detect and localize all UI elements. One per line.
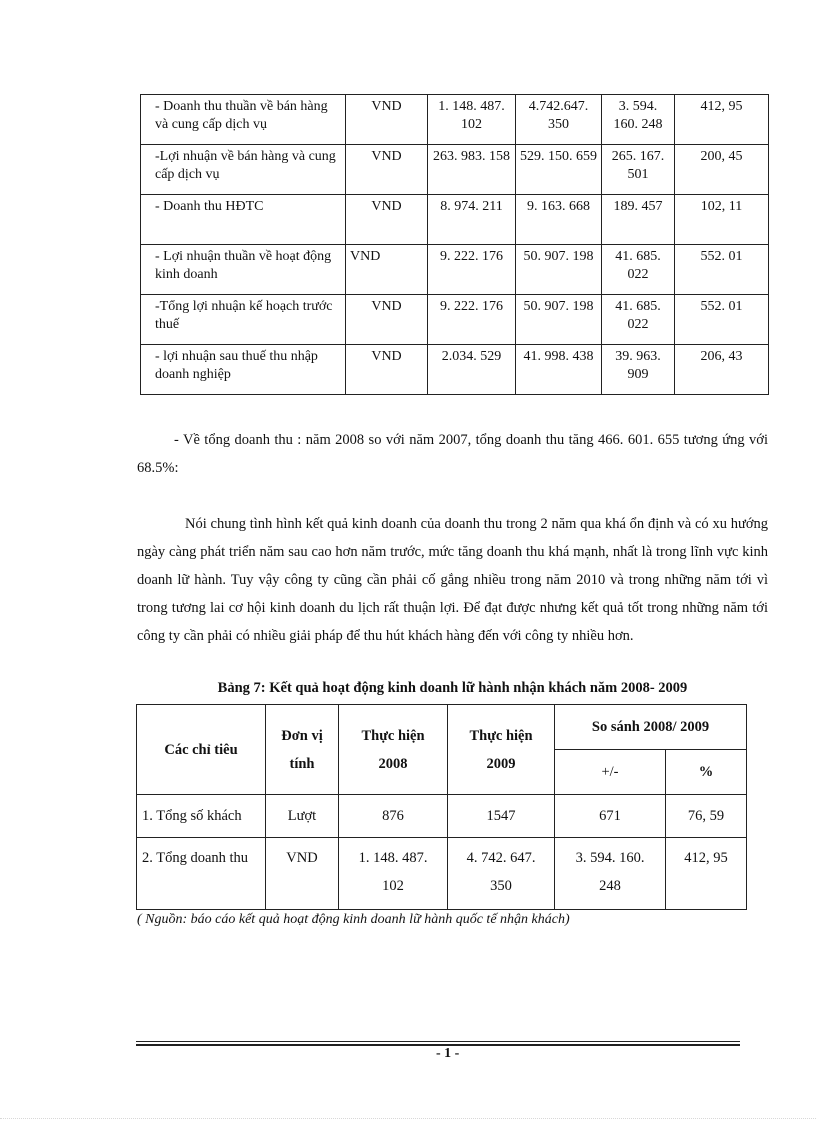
- row-2009: 50. 907. 198: [516, 295, 602, 345]
- row-label: - lợi nhuận sau thuế thu nhập doanh nghiệp: [141, 345, 346, 395]
- row-diff: 3. 594. 160. 248: [555, 838, 666, 910]
- row-pct: 552. 01: [675, 295, 769, 345]
- row-2009: 41. 998. 438: [516, 345, 602, 395]
- row-unit: VND: [346, 245, 428, 295]
- row-2008: 1. 148. 487. 102: [339, 838, 448, 910]
- row-pct: 206, 43: [675, 345, 769, 395]
- row-2008: 263. 983. 158: [428, 145, 516, 195]
- table-row: [141, 295, 769, 345]
- row-unit: Lượt: [266, 795, 339, 838]
- row-2008: 9. 222. 176: [428, 295, 516, 345]
- table-row: [137, 795, 747, 838]
- summary-paragraph: Nói chung tình hình kết quả kinh doanh của doanh thu trong 2 năm qua khá ổn định và có xu hướng ngày càng phát triển năm sau cao hơn năm trước, mức tăng doanh thu khá mạnh, nhất là trong lĩnh vực kinh doanh lữ hành. Tuy vậy công ty cũng cần phải cố gắng nhiều trong năm 2010 và trong những năm tới vì trong tương lai cơ hội kinh doanh du lịch rất thuận lợi. Để đạt được nhưng kết quả tốt trong những năm tới công ty cần phải có nhiều giải pháp để thu hút khách hàng đến với công ty nhiều hơn.: [137, 516, 768, 644]
- table-row: [141, 145, 769, 195]
- row-pct: 412, 95: [666, 838, 747, 910]
- table-row: [137, 838, 747, 910]
- row-unit: VND: [266, 838, 339, 910]
- header-unit: Đơn vị tính: [266, 705, 339, 795]
- table-row: [141, 95, 769, 145]
- page-edge-divider: [0, 1118, 816, 1119]
- row-label: - Lợi nhuận thuần về hoạt động kinh doanh: [141, 245, 346, 295]
- row-label: - Doanh thu thuần về bán hàng và cung cấp dịch vụ: [141, 95, 346, 145]
- table-row: [141, 345, 769, 395]
- row-2008: 1. 148. 487. 102: [428, 95, 516, 145]
- table-header-row: [137, 705, 747, 750]
- header-criteria: Các chỉ tiêu: [137, 705, 266, 795]
- page-number: - 1 -: [436, 1046, 460, 1061]
- header-2008: Thực hiện 2008: [339, 705, 448, 795]
- row-diff: 189. 457: [602, 195, 675, 245]
- row-2009: 50. 907. 198: [516, 245, 602, 295]
- row-pct: 412, 95: [675, 95, 769, 145]
- row-unit: VND: [346, 95, 428, 145]
- row-unit: VND: [346, 345, 428, 395]
- row-diff: 3. 594. 160. 248: [602, 95, 675, 145]
- revenue-paragraph: - Về tổng doanh thu : năm 2008 so với năm 2007, tổng doanh thu tăng 466. 601. 655 tương ứng với 68.5%:: [137, 432, 768, 476]
- footer-rule: [136, 1041, 740, 1042]
- row-2009: 4.742.647. 350: [516, 95, 602, 145]
- row-2009: 9. 163. 668: [516, 195, 602, 245]
- row-pct: 102, 11: [675, 195, 769, 245]
- row-diff: 265. 167. 501: [602, 145, 675, 195]
- header-diff: +/-: [555, 750, 666, 795]
- results-table-top: [140, 94, 769, 395]
- row-diff: 671: [555, 795, 666, 838]
- row-diff: 41. 685. 022: [602, 295, 675, 345]
- row-label: -Lợi nhuận về bán hàng và cung cấp dịch vụ: [141, 145, 346, 195]
- row-2009: 4. 742. 647. 350: [448, 838, 555, 910]
- row-2008: 8. 974. 211: [428, 195, 516, 245]
- row-unit: VND: [346, 295, 428, 345]
- row-2008: 9. 222. 176: [428, 245, 516, 295]
- row-unit: VND: [346, 145, 428, 195]
- row-pct: 200, 45: [675, 145, 769, 195]
- header-compare: So sánh 2008/ 2009: [555, 705, 747, 750]
- row-2009: 529. 150. 659: [516, 145, 602, 195]
- row-label: -Tổng lợi nhuận kế hoạch trước thuế: [141, 295, 346, 345]
- row-unit: VND: [346, 195, 428, 245]
- row-label: 1. Tổng số khách: [137, 795, 266, 838]
- row-2008: 2.034. 529: [428, 345, 516, 395]
- row-2008: 876: [339, 795, 448, 838]
- row-2009: 1547: [448, 795, 555, 838]
- header-2009: Thực hiện 2009: [448, 705, 555, 795]
- table-caption: Bảng 7: Kết quả hoạt động kinh doanh lữ hành nhận khách năm 2008- 2009: [217, 680, 688, 696]
- row-diff: 39. 963. 909: [602, 345, 675, 395]
- table-row: [141, 195, 769, 245]
- source-note: ( Nguồn: báo cáo kết quả hoạt động kinh doanh lữ hành quốc tế nhận khách): [137, 912, 570, 927]
- table-row: [141, 245, 769, 295]
- header-pct: %: [666, 750, 747, 795]
- row-diff: 41. 685. 022: [602, 245, 675, 295]
- row-pct: 552. 01: [675, 245, 769, 295]
- tourism-results-table: [136, 704, 747, 910]
- row-label: 2. Tổng doanh thu: [137, 838, 266, 910]
- row-pct: 76, 59: [666, 795, 747, 838]
- row-label: - Doanh thu HĐTC: [141, 195, 346, 245]
